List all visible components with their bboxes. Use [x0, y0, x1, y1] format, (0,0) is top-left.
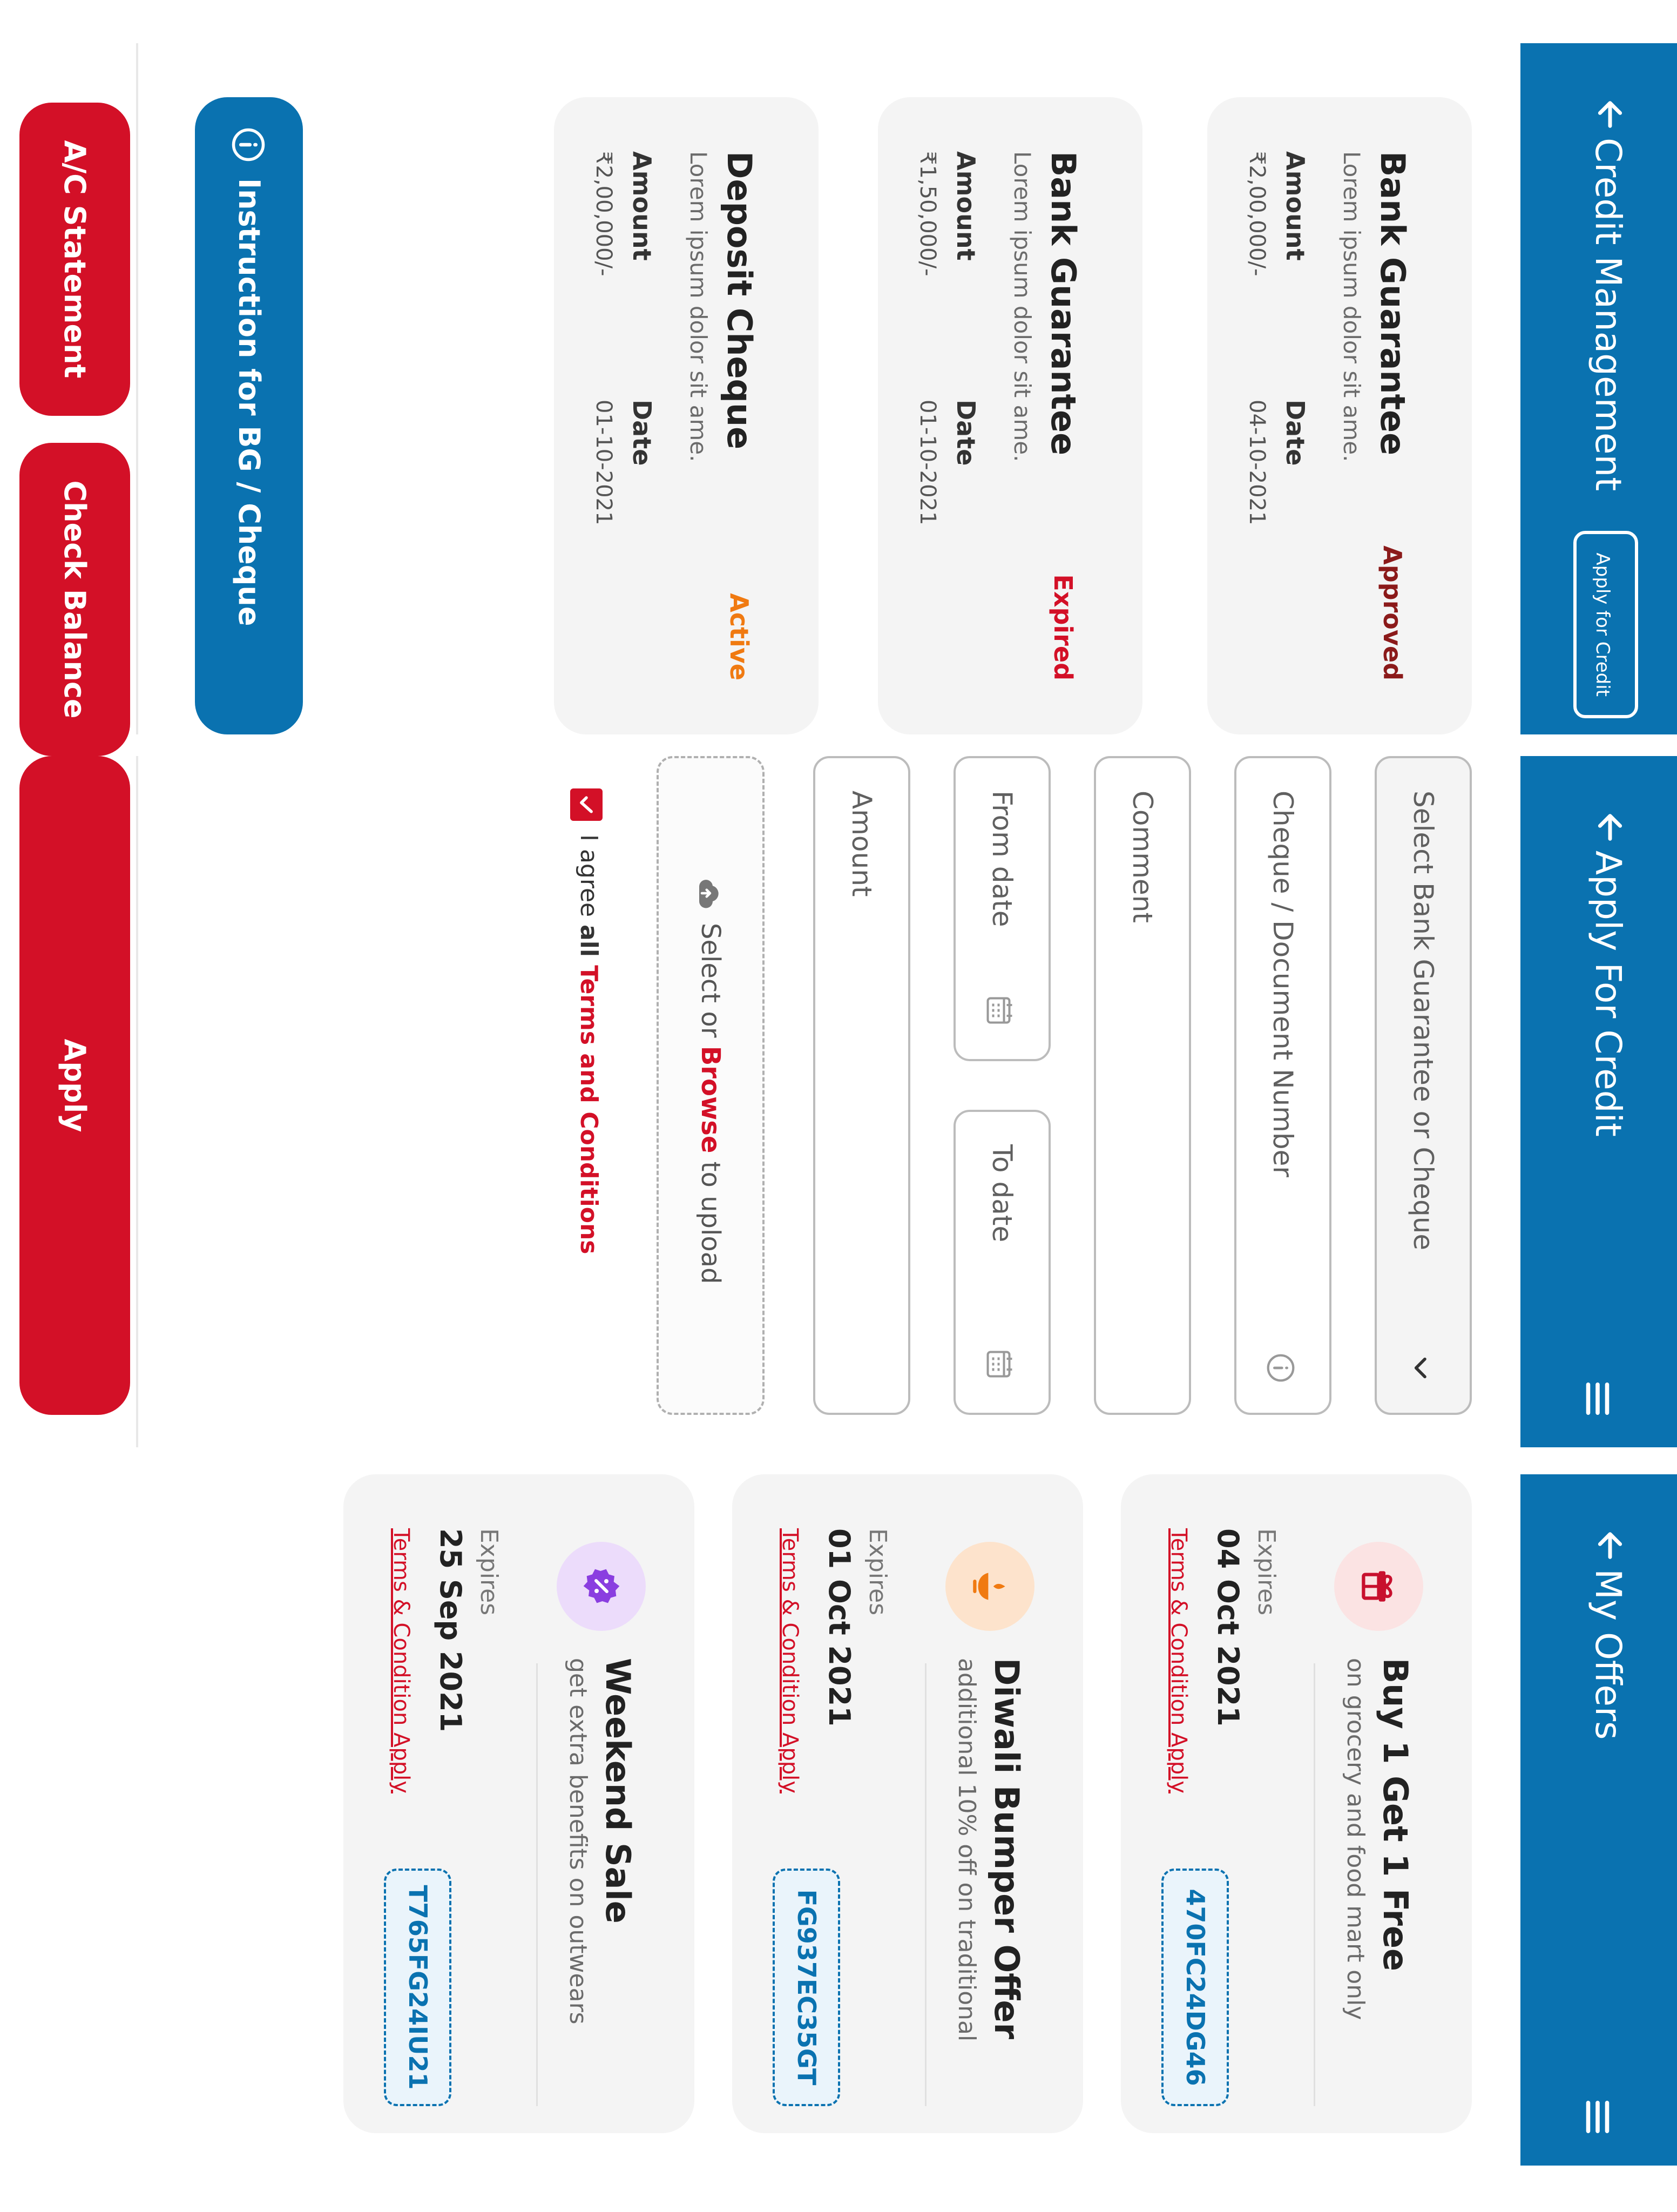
offer-icon-badge	[1334, 1542, 1423, 1631]
apply-for-credit-screen	[0, 756, 1677, 1447]
check-balance-button[interactable]: Check Balance	[19, 443, 130, 756]
offer-card[interactable]	[343, 1474, 694, 2133]
date-label: Date	[627, 400, 657, 466]
upload-text-post: to upload	[695, 1153, 726, 1284]
my-offers-header	[1520, 1474, 1677, 2166]
offer-icon-badge	[945, 1542, 1034, 1631]
ac-statement-button[interactable]: A/C Statement	[19, 103, 130, 416]
apply-button[interactable]: Apply	[19, 756, 130, 1415]
expires-label: Expires	[475, 1528, 503, 1616]
document-number-placeholder: Cheque / Document Number	[1267, 791, 1299, 1177]
terms-link[interactable]: Terms & Condition Apply	[1166, 1528, 1191, 1793]
agree-text	[575, 834, 603, 1254]
date-label: Date	[951, 400, 980, 466]
agree-text-pre: I agree	[575, 834, 603, 925]
instruction-button[interactable]	[195, 97, 303, 734]
agree-checkbox[interactable]	[570, 788, 603, 821]
amount-label: Amount	[1281, 151, 1310, 261]
credit-management-screen	[0, 43, 1677, 734]
status-badge: Active	[725, 593, 754, 680]
terms-link[interactable]: Terms and Conditions	[575, 965, 603, 1255]
offer-title: Diwali Bumper Offer	[987, 1658, 1026, 2040]
amount-input[interactable]	[813, 756, 910, 1415]
coupon-code[interactable]: FG937EC35GT	[773, 1869, 840, 2106]
expires-date: 04 Oct 2021	[1211, 1528, 1245, 1727]
expires-date: 01 Oct 2021	[822, 1528, 856, 1727]
check-icon	[574, 793, 598, 817]
page-title: Apply For Credit	[1587, 851, 1629, 1137]
date-label: Date	[1281, 400, 1310, 466]
gift-icon	[1358, 1566, 1399, 1607]
agree-text-all: all	[575, 925, 603, 966]
card-description: Lorem ipsum dolor sit ame.	[1009, 151, 1036, 462]
chevron-down-icon	[1406, 1353, 1436, 1383]
expires-label: Expires	[864, 1528, 891, 1616]
terms-link[interactable]: Terms & Condition Apply	[777, 1528, 802, 1793]
status-badge: Expired	[1049, 574, 1078, 680]
type-select-placeholder: Select Bank Guarantee or Cheque	[1408, 791, 1439, 1251]
offer-subtitle: additional 10% off on traditional	[953, 1658, 980, 2042]
amount-label: Amount	[627, 151, 657, 261]
offer-title: Buy 1 Get 1 Free	[1376, 1658, 1415, 1972]
amount-value: ₹2,00,000/-	[591, 151, 616, 276]
coupon-code[interactable]: 470FC24DG46	[1161, 1869, 1229, 2106]
amount-placeholder: Amount	[846, 791, 877, 897]
offer-subtitle: get extra benefits on outwears	[564, 1658, 592, 2025]
amount-value: ₹1,50,000/-	[915, 151, 940, 276]
expires-date: 25 Sep 2021	[434, 1528, 468, 1732]
credit-card-item[interactable]	[1207, 97, 1472, 734]
back-arrow-icon[interactable]	[1593, 1528, 1627, 1563]
upload-dropzone[interactable]	[657, 756, 765, 1415]
from-date-input[interactable]	[954, 756, 1051, 1061]
offer-card[interactable]	[1121, 1474, 1472, 2133]
card-description: Lorem ipsum dolor sit ame.	[685, 151, 712, 462]
offer-subtitle: on grocery and food mart only	[1342, 1658, 1369, 2020]
upload-text-pre: Select or	[695, 923, 726, 1046]
date-value: 01-10-2021	[591, 400, 616, 525]
terms-link[interactable]: Terms & Condition Apply	[389, 1528, 414, 1793]
card-title: Bank Guarantee	[1044, 151, 1083, 456]
discount-icon	[580, 1564, 623, 1608]
menu-icon[interactable]	[1579, 2098, 1617, 2136]
lamp-icon	[970, 1566, 1010, 1607]
to-date-input[interactable]	[954, 1110, 1051, 1415]
info-icon	[231, 127, 266, 163]
offer-icon-badge	[557, 1542, 646, 1631]
upload-text	[695, 923, 726, 1284]
expires-label: Expires	[1253, 1528, 1280, 1616]
type-select[interactable]	[1375, 756, 1472, 1415]
credit-card-item[interactable]	[554, 97, 819, 734]
divider	[136, 43, 138, 734]
offer-title: Weekend Sale	[598, 1658, 638, 1924]
comment-placeholder: Comment	[1127, 791, 1158, 923]
browse-link[interactable]: Browse	[695, 1046, 726, 1154]
document-number-input[interactable]	[1234, 756, 1331, 1415]
amount-label: Amount	[951, 151, 980, 261]
card-title: Bank Guarantee	[1373, 151, 1412, 456]
menu-icon[interactable]	[1579, 1380, 1617, 1418]
to-date-placeholder: To date	[986, 1144, 1018, 1243]
card-title: Deposit Cheque	[720, 151, 759, 450]
apply-for-credit-button[interactable]: Apply for Credit	[1573, 531, 1638, 718]
cloud-upload-icon	[691, 877, 723, 909]
offer-divider	[536, 1663, 538, 2106]
calendar-icon[interactable]	[984, 1348, 1016, 1380]
from-date-placeholder: From date	[986, 791, 1018, 927]
status-badge: Approved	[1378, 545, 1407, 680]
calendar-icon[interactable]	[984, 994, 1016, 1027]
date-value: 04-10-2021	[1245, 400, 1269, 525]
comment-input[interactable]	[1094, 756, 1191, 1415]
card-description: Lorem ipsum dolor sit ame.	[1338, 151, 1365, 462]
page-title: My Offers	[1587, 1569, 1629, 1740]
back-arrow-icon[interactable]	[1593, 97, 1627, 132]
date-value: 01-10-2021	[915, 400, 940, 525]
divider	[136, 756, 138, 1447]
info-icon[interactable]	[1266, 1353, 1296, 1383]
back-arrow-icon[interactable]	[1593, 810, 1627, 845]
coupon-code[interactable]: T765FG24IU21	[384, 1869, 451, 2106]
apply-for-credit-header	[1520, 756, 1677, 1447]
my-offers-screen	[0, 1474, 1677, 2166]
instruction-button-label: Instruction for BG / Cheque	[232, 178, 266, 626]
offer-divider	[1314, 1663, 1315, 2106]
amount-value: ₹2,00,000/-	[1245, 151, 1269, 276]
credit-card-item[interactable]	[878, 97, 1142, 734]
credit-management-header	[1520, 43, 1677, 734]
page-title: Credit Management	[1587, 138, 1629, 491]
offer-divider	[925, 1663, 927, 2106]
offer-card[interactable]	[732, 1474, 1083, 2133]
